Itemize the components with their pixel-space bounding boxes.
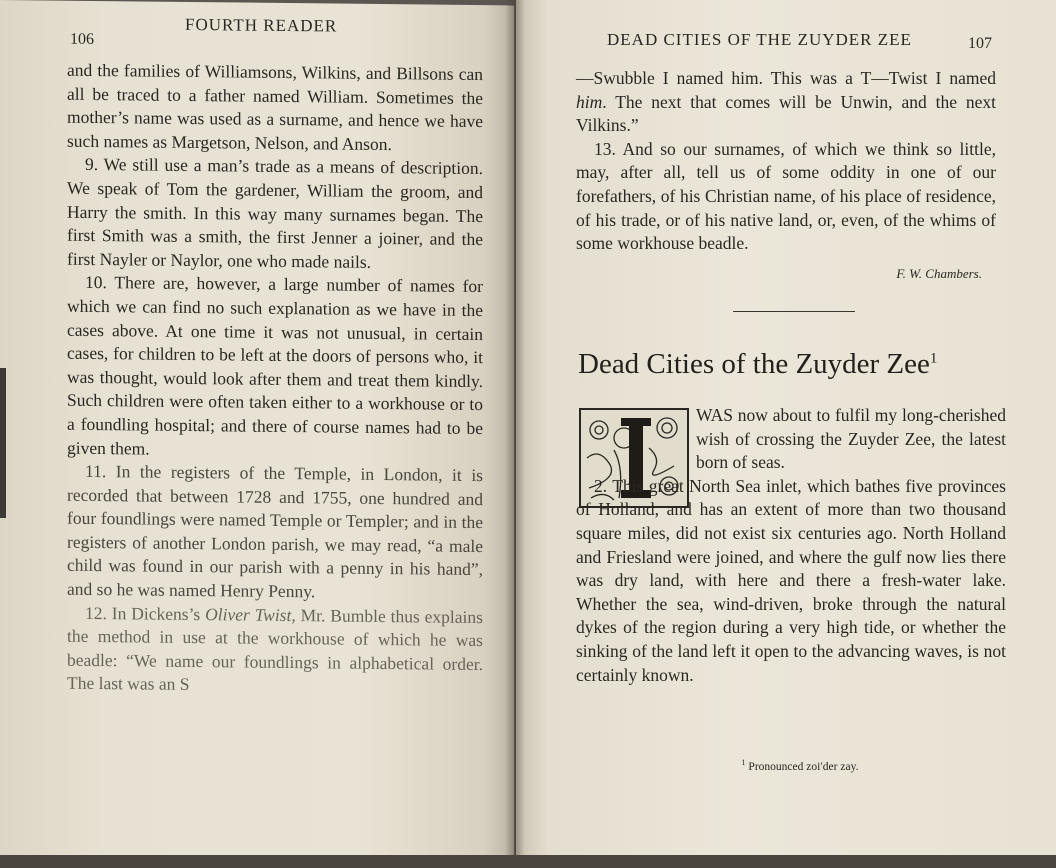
right-text-column-bottom xyxy=(576,404,1006,687)
p12-text-start: 12. In Dickens’s xyxy=(85,602,206,624)
paragraph-2: 2. This great North Sea inlet, which bathes five provinces of Holland, and has an extent of more than two thousand square miles, did not exist six centuries ago. North Holland and Friesland were joined, and where the gulf now lies there was dry land, with here and there a fresh-water lake. Whether the sea, wind-driven, broke through the natural dykes of the region during a very high tide, or whether the sinking of the land left it open to the advancing waves, is not certainly known. xyxy=(576,475,1006,685)
book-gutter xyxy=(505,0,525,858)
p12cont-text-end: . The next that comes will be Unwin, and the next Vilkins.” xyxy=(576,91,996,136)
footnote-mark: 1 xyxy=(741,758,746,767)
running-head-right: DEAD CITIES OF THE ZUYDER ZEE xyxy=(607,30,912,49)
author-signature: F. W. Chambers. xyxy=(896,266,982,281)
paragraph-12 xyxy=(67,601,483,700)
p12-text-end: , Mr. Bumble thus explains the method in use at the workhouse of which he was beadle: “We name our foundlings in alphabetical order. The last was an S xyxy=(67,604,483,695)
dropcap-letter: I xyxy=(636,468,637,469)
right-text-column-top xyxy=(576,67,996,256)
section-divider xyxy=(733,311,855,312)
paragraph-13: 13. And so our surnames, of which we think so little, may, after all, tell us of some oddity in one of our forefathers, of his Christian name, of his place of residence, of his trade, or of his native land, or, even, of the whims of some workhouse beadle. xyxy=(576,138,996,254)
left-page xyxy=(0,0,514,863)
paragraph-8-continued: and the families of Williamsons, Wilkins, and Billsons can all be traced to a father named William. Sometimes the mother’s name was used as a surname, and hence we have such names as Margetson, Nelson, and Anson. xyxy=(67,59,483,154)
title-footnote-mark: 1 xyxy=(929,350,938,367)
footnote xyxy=(720,758,880,773)
paragraph-10: 10. There are, however, a large number of names for which we can find no such explanation as we have in the cases above. At one time it was not unusual, in certain cases, for children to be left at the doors of persons who, it was thought, would look after them and treat them kindly. Such children were often taken either to a workhouse or to a foundling hospital; and there of course names had to be given them. xyxy=(67,272,483,459)
paragraph-9: 9. We still use a man’s trade as a means of description. We speak of Tom the gardener, William the groom, and Harry the smith. In this way many surnames began. The first Smith was a smith, the first Jenner a joiner, and the first Nayler or Naylor, one who made nails. xyxy=(67,154,483,272)
chapter-title-text: Dead Cities of the Zuyder Zee xyxy=(578,348,930,380)
italic-him: him xyxy=(576,91,603,112)
page-number-right: 107 xyxy=(968,35,992,52)
paragraph-11: 11. In the registers of the Temple, in London, it is recorded that between 1728 and 1755, one hundred and four foundlings were named Temple or Templer; and in the registers of another London parish, we may read, “a male child was found in our parish with a penny in his hand”, and so he was named Henry Penny. xyxy=(67,460,483,602)
book-title-oliver-twist: Oliver Twist xyxy=(205,603,292,625)
running-head-left: FOURTH READER xyxy=(185,14,338,36)
table-surface xyxy=(0,855,1056,868)
p12cont-text-start: —Swubble I named him. This was a T—Twist I named xyxy=(576,68,996,88)
chapter-title xyxy=(578,348,1018,381)
footnote-text: Pronounced zoi′der zay. xyxy=(748,760,859,773)
paragraph-12-continued xyxy=(576,67,996,138)
paragraph-1: WAS now about to fulfil my long-cherished wish of crossing the Zuyder Zee, the latest born of seas. xyxy=(696,405,1006,473)
bookmark-tab xyxy=(0,368,6,518)
page-number-left: 106 xyxy=(70,30,94,48)
left-text-column xyxy=(67,59,483,700)
